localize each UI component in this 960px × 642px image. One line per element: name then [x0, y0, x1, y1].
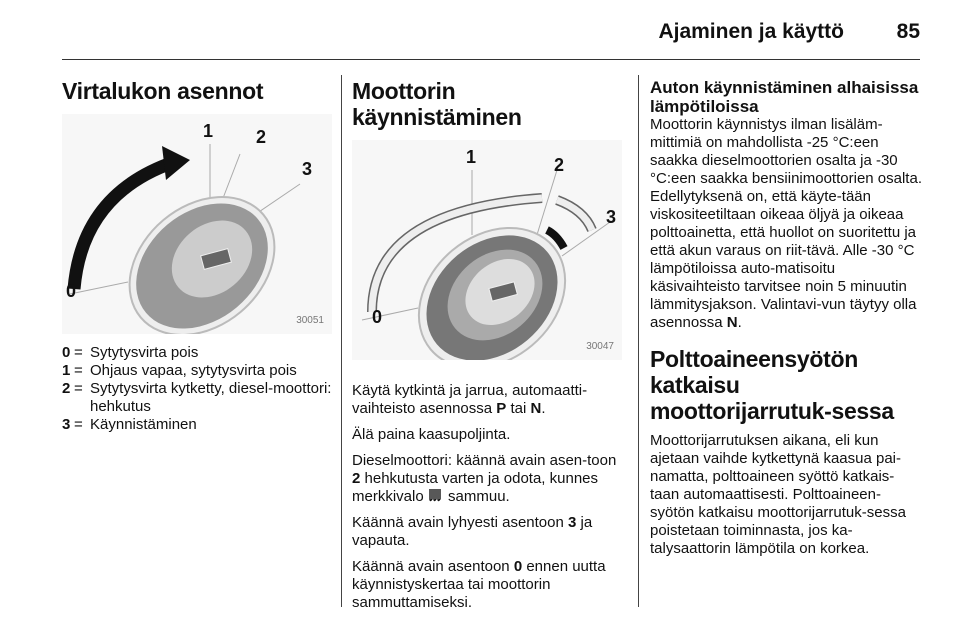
legend-sep: = — [74, 362, 83, 379]
position-label: 2 — [256, 127, 267, 147]
paragraph: Älä paina kaasupoljinta. — [352, 426, 511, 443]
ignition-positions-figure — [62, 114, 332, 334]
paragraph: Käännä avain lyhyesti asentoon 3 ja vapauta. — [352, 514, 593, 549]
figure-number: 30051 — [296, 315, 324, 326]
legend-key: 1 — [62, 362, 71, 379]
page-number: 85 — [896, 20, 920, 43]
legend-key: 3 — [62, 416, 71, 433]
column-3 — [650, 78, 922, 566]
column-1 — [62, 78, 332, 434]
column-divider — [638, 75, 639, 607]
paragraph: Moottorijarrutuksen aikana, eli kun ajetaan vaihde kytkettynä kaasua pai-namatta, polttoaineen syöttö katkais-taan automaattisesti. Polttoaineen-syötön katkaisu moottorijarrutuk-sessa poistetaan toiminnasta, jos ka-talysaattorin lämpötila on korkea. — [650, 432, 906, 557]
glow-plug-icon — [428, 489, 444, 503]
position-label: 3 — [302, 159, 313, 179]
engine-start-figure — [352, 140, 622, 360]
section-heading: Moottorin käynnistäminen — [352, 78, 522, 130]
legend-list — [62, 344, 332, 434]
figure-number: 30047 — [586, 341, 614, 352]
legend-sep: = — [74, 380, 83, 397]
position-label: 0 — [372, 307, 383, 327]
legend-text: Sytytysvirta pois — [90, 344, 199, 361]
section-heading: Virtalukon asennot — [62, 78, 264, 104]
position-label: 1 — [203, 121, 214, 141]
legend-text: Sytytysvirta kytketty, diesel-moottori: hehkutus — [90, 380, 332, 415]
position-label: 3 — [606, 207, 617, 227]
column-2 — [352, 78, 624, 620]
paragraph: Dieselmoottori: käännä avain asen-toon 2 hehkutusta varten ja odota, kunnes merkkivalo sammuu. — [352, 452, 617, 505]
column-divider — [341, 75, 342, 607]
paragraph: Moottorin käynnistys ilman lisäläm-mittimiä on mahdollista -25 °C:een saakka dieselmoottorien osalta ja -30 °C:een saakka bensiinimoottorien osalta. Edellytyksenä on, että käyte-tään viskositeetiltaan oikeaa öljyä ja oikeaa polttoainetta, että huollot on suoritettu ja että akun varaus on riit-tävä. Alle -30 °C lämpötiloissa auto-matisoitu käsivaihteisto tarvitsee noin 5 minuutin lämmitysjakson. Valintavi-vun täytyy olla asennossa N. — [650, 116, 922, 331]
header-title: Ajaminen ja käyttö — [658, 20, 844, 43]
position-label: 2 — [554, 155, 565, 175]
section-heading: Polttoaineensyötön katkaisu moottorijarrutuk-sessa — [650, 346, 894, 424]
position-label: 1 — [466, 147, 477, 167]
legend-key: 0 — [62, 344, 71, 361]
legend-text: Käynnistäminen — [90, 416, 197, 433]
legend-sep: = — [74, 416, 83, 433]
position-label: 0 — [66, 281, 77, 301]
section-heading: Auton käynnistäminen alhaisissa lämpötiloissa — [650, 78, 919, 116]
legend-key: 2 — [62, 380, 71, 397]
header-rule — [62, 59, 920, 60]
legend-text: Ohjaus vapaa, sytytysvirta pois — [90, 362, 297, 379]
page-header — [0, 18, 960, 48]
paragraph: Käännä avain asentoon 0 ennen uutta käynnistyskertaa tai moottorin sammuttamiseksi. — [352, 558, 606, 611]
legend-sep: = — [74, 344, 83, 361]
paragraph: Käytä kytkintä ja jarrua, automaatti-vaihteisto asennossa P tai N. — [352, 382, 588, 417]
